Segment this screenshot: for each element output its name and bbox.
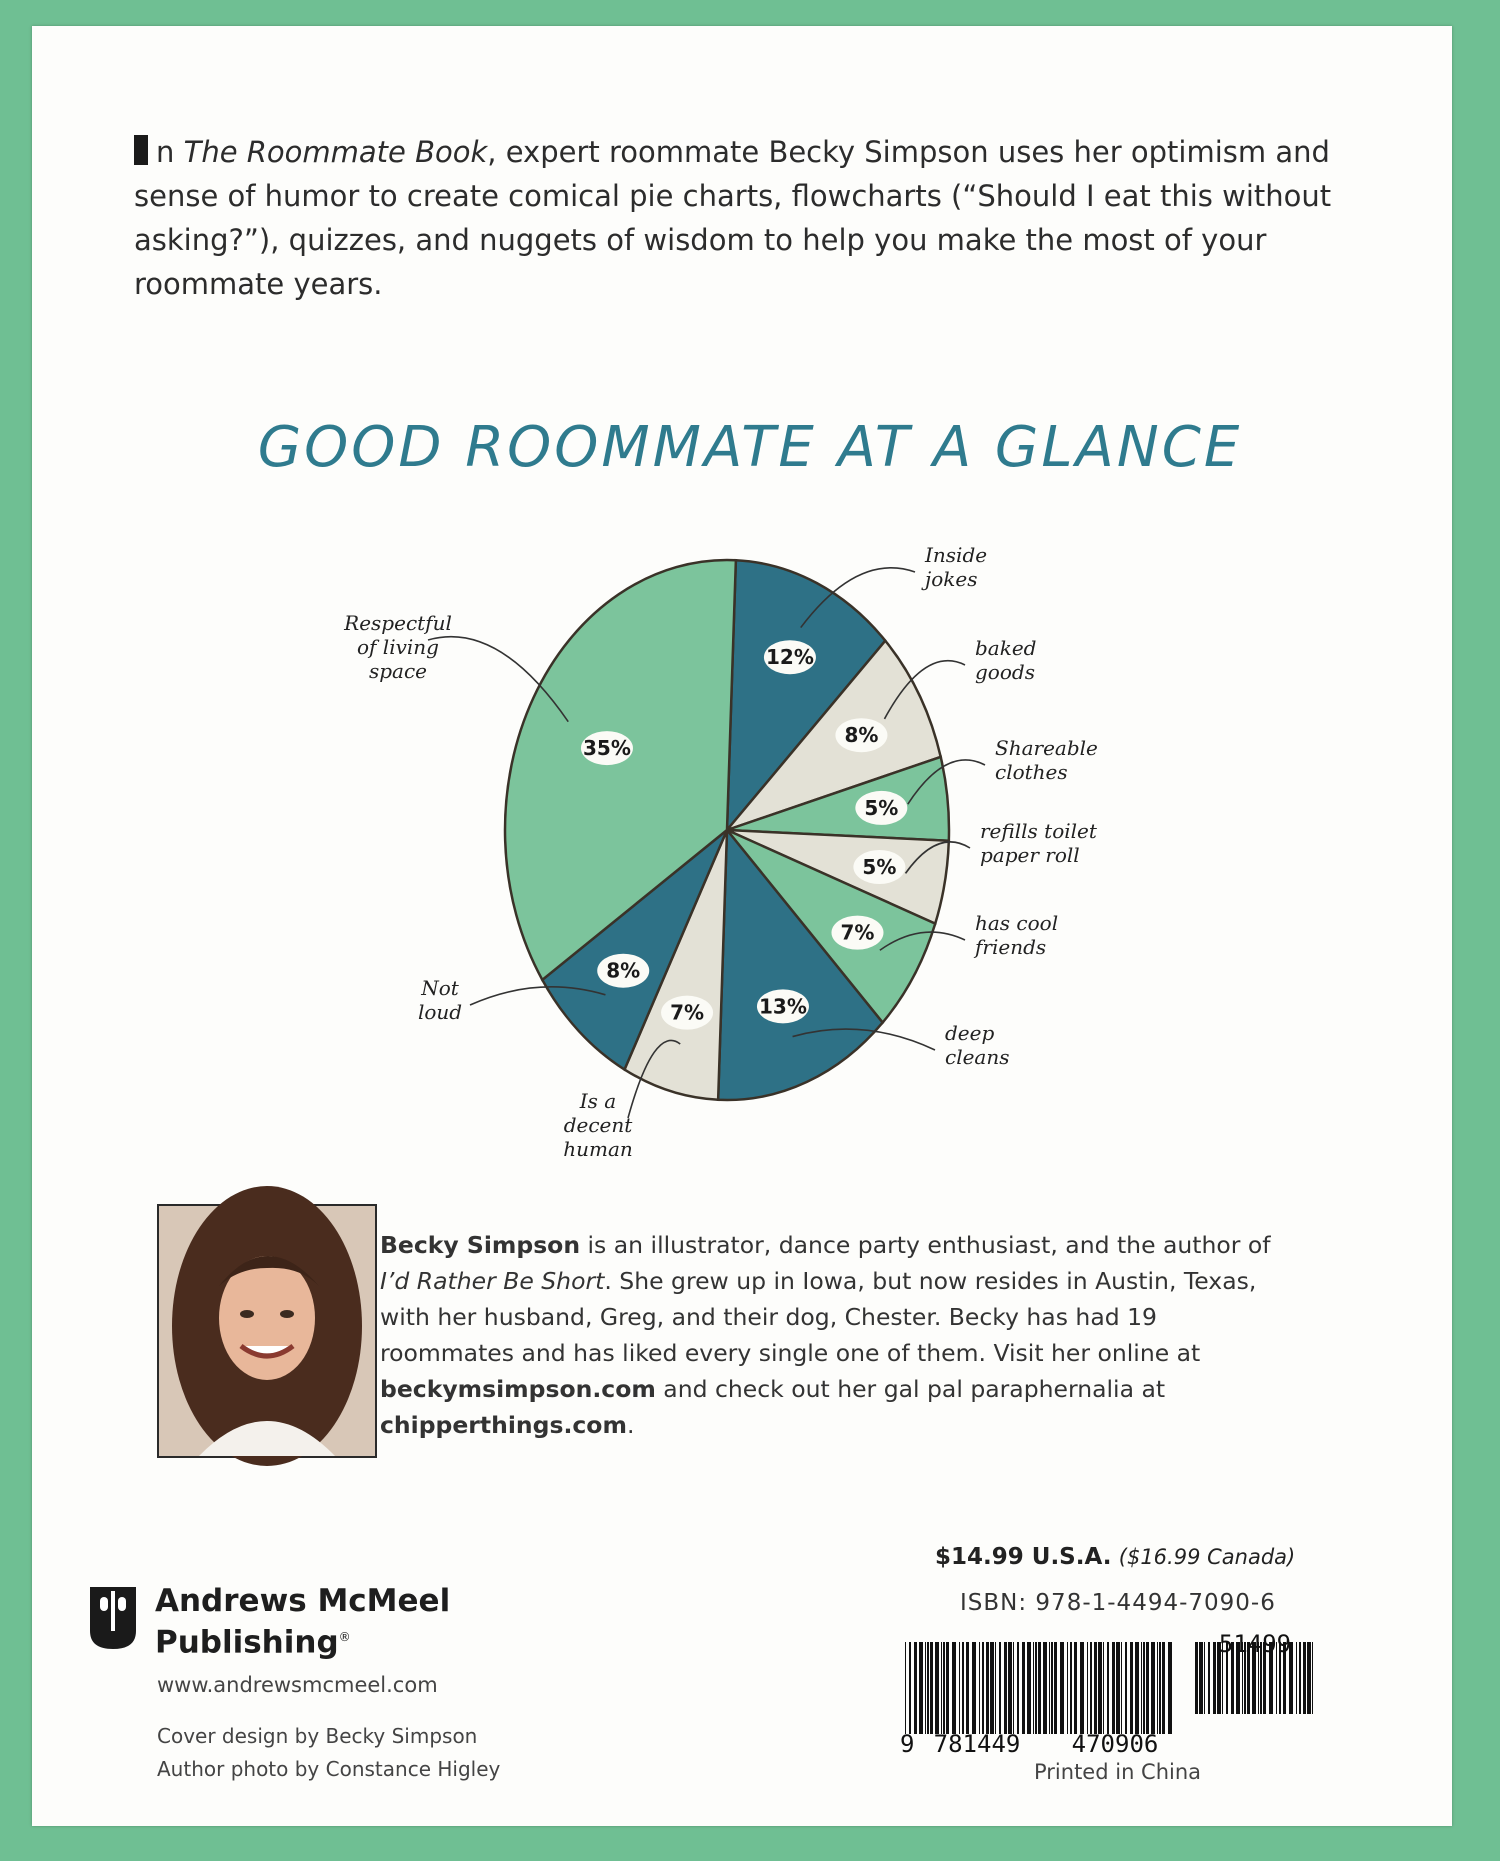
barcode-bar [1303,1642,1306,1714]
barcode-bar [1112,1642,1115,1734]
barcode-bar [909,1642,911,1734]
barcode-bar [1157,1642,1158,1734]
publisher-logo-icon [90,1587,136,1649]
barcode-bar [1159,1642,1161,1734]
barcode-bar [1094,1642,1097,1734]
barcode-bar [979,1642,980,1734]
barcode-bar [1035,1642,1037,1734]
barcode-bar [999,1642,1001,1734]
category-label: refills toilet paper roll [980,819,1097,867]
barcode-bar [1146,1642,1149,1734]
barcode-bar [914,1642,917,1734]
barcode-bar [930,1642,933,1734]
category-label: Respectful of living space [344,611,452,683]
barcode-bar [1038,1642,1041,1734]
author-name: Becky Simpson [380,1231,581,1259]
barcode-bar [927,1642,929,1734]
pct-label: 5% [864,795,899,820]
barcode-bar [1208,1642,1210,1714]
barcode-bar [1017,1642,1019,1734]
pct-label: 7% [670,1000,705,1025]
barcode-bar [952,1642,956,1734]
barcode-bar [1195,1642,1198,1714]
barcode-bar [1199,1642,1203,1714]
barcode-lead-digit: 9 [900,1730,915,1758]
barcode-bar [1087,1642,1088,1734]
barcode-bar [1022,1642,1025,1734]
category-label: baked goods [975,636,1037,684]
barcode-addon-digits: 51499 [1218,1630,1292,1658]
barcode-bar [1299,1642,1301,1714]
barcode-bar [1008,1642,1012,1734]
chart-title: GOOD ROOMMATE AT A GLANCE [257,415,1243,480]
category-label: Inside jokes [925,543,988,591]
barcode-bar [1060,1642,1064,1734]
barcode-bar [1121,1642,1122,1734]
barcode-bar [1168,1642,1172,1734]
pct-label: 35% [583,736,631,761]
pct-label: 12% [766,645,814,670]
barcode-bar [1004,1642,1007,1734]
barcode-bar [1049,1642,1050,1734]
category-label: Not loud [417,976,463,1024]
barcode-bar [1033,1642,1034,1734]
pct-label: 8% [844,723,879,748]
barcode-bar [919,1642,923,1734]
barcode-bar [990,1642,994,1734]
barcode-bar [905,1642,906,1734]
cover-design-credit: Cover design by Becky Simpson [157,1724,478,1748]
pct-label: 5% [862,855,897,880]
barcode-bar [1204,1642,1205,1714]
barcode-bar [1130,1642,1133,1734]
barcode-bar [941,1642,942,1734]
barcode-bar [925,1642,926,1734]
barcode-bar [935,1642,939,1734]
barcode-bar [995,1642,996,1734]
barcode-bar [1054,1642,1057,1734]
barcode-bar [962,1642,964,1734]
barcode-bar [1080,1642,1084,1734]
category-label: Is a decent human [563,1089,633,1161]
price: $14.99 U.S.A. ($16.99 Canada) [935,1544,1296,1570]
category-label: deep cleans [945,1021,1010,1069]
barcode-bar [966,1642,969,1734]
printed-in: Printed in China [1034,1760,1202,1784]
barcode-bar [1051,1642,1053,1734]
author-photo [157,1204,377,1458]
barcode-bar [1162,1642,1165,1734]
author-bio: Becky Simpson is an illustrator, dance party enthusiast, and the author of I’d Rather Be Short. She grew up in Iowa, but now resides in Austin, Texas, with her husband, Greg, and their dog, Chester. Becky has had 19 roommates and has liked every single one of them. Visit her online at beckymsimpson.com and check out her gal pal paraphernalia at chipperthings.com. [380,1231,1271,1439]
barcode-bar [1098,1642,1102,1734]
barcode-bar [1103,1642,1104,1734]
barcode-bar [1013,1642,1014,1734]
barcode-bar [1027,1642,1031,1734]
barcode-bar [1074,1642,1077,1734]
barcode-bar [1296,1642,1297,1714]
barcode-digits-group-1: 781449 [933,1730,1021,1758]
barcode-bar [972,1642,976,1734]
barcode-bar [1043,1642,1047,1734]
category-label: Shareable clothes [995,736,1098,784]
author-website-link[interactable]: beckymsimpson.com [380,1375,656,1403]
barcode-bar [1125,1642,1127,1734]
publisher-block [90,1583,510,1663]
barcode-digits-group-2: 470906 [1071,1730,1159,1758]
pct-label: 7% [840,920,875,945]
isbn: ISBN: 978-1-4494-7090-6 [960,1590,1276,1616]
barcode-bar [1151,1642,1155,1734]
barcode-bar [1070,1642,1072,1734]
isbn-barcode [900,1630,1325,1762]
barcode-bar [1312,1642,1313,1714]
author-portrait-image [159,1206,375,1456]
barcode-bar [1116,1642,1120,1734]
barcode-bar [986,1642,989,1734]
barcode-bar [1143,1642,1145,1734]
barcode-bar [1107,1642,1109,1734]
barcode-bar [959,1642,960,1734]
pct-label: 8% [606,958,641,983]
barcode-bar [982,1642,984,1734]
barcode-bar [1067,1642,1068,1734]
barcode-bar [1090,1642,1092,1734]
intro-paragraph: n The Roommate Book, expert roommate Becky Simpson uses her optimism and sense of humor to create comical pie charts, flowcharts (“Should I eat this without asking?”), quizzes, and nuggets of wisdom to help you make the most of your roommate years. [134,135,1332,301]
barcode-bar [1307,1642,1311,1714]
publisher-name: Andrews McMeel Publishing® [155,1583,451,1661]
barcode-bar [1141,1642,1142,1734]
shop-website-link[interactable]: chipperthings.com [380,1411,627,1439]
book-title: The Roommate Book [183,135,488,169]
barcode-bar [1213,1642,1216,1714]
pct-label: 13% [759,994,807,1019]
barcode-bar [946,1642,949,1734]
category-label: has cool friends [975,911,1059,959]
photo-credit: Author photo by Constance Higley [157,1757,501,1781]
barcode-bar [1135,1642,1139,1734]
barcode-bar [943,1642,945,1734]
other-book-title: I’d Rather Be Short [380,1267,605,1295]
publisher-url[interactable]: www.andrewsmcmeel.com [157,1673,438,1697]
